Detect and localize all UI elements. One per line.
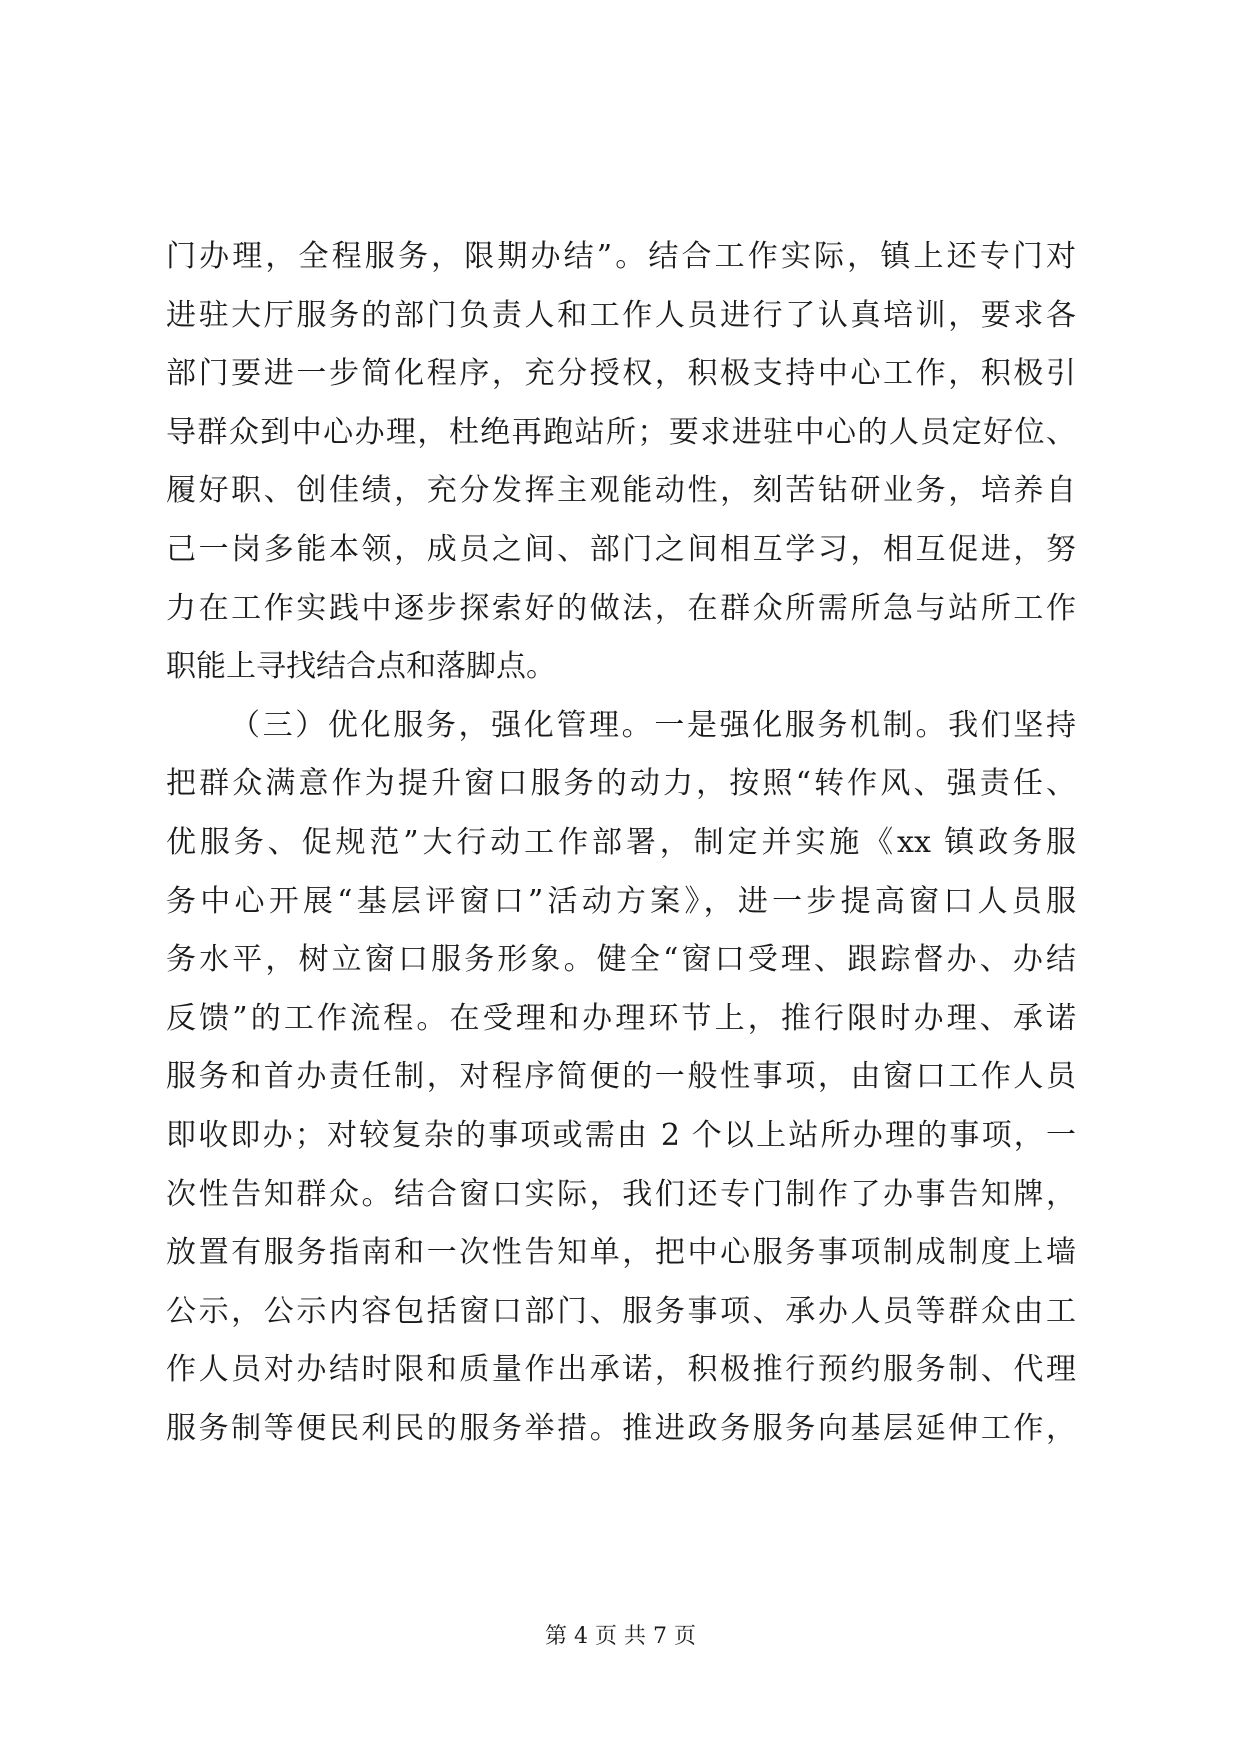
- paragraph-1-line-7: 力在工作实践中逐步探索好的做法，在群众所需所急与站所工作: [166, 590, 1076, 626]
- paragraph-1-line-2: 进驻大厅服务的部门负责人和工作人员进行了认真培训，要求各: [166, 297, 1076, 333]
- paragraph-2-line-5: 务水平，树立窗口服务形象。健全“窗口受理、跟踪督办、办结: [166, 942, 1076, 978]
- paragraph-1-line-3: 部门要进一步简化程序，充分授权，积极支持中心工作，积极引: [166, 356, 1076, 392]
- paragraph-1-line-1: 门办理，全程服务，限期办结”。结合工作实际，镇上还专门对: [166, 239, 1076, 274]
- paragraph-2-line-4: 务中心开展“基层评窗口”活动方案》，进一步提高窗口人员服: [166, 883, 1076, 919]
- page-footer: [0, 1622, 1241, 1652]
- paragraph-2-line-9: 次性告知群众。结合窗口实际，我们还专门制作了办事告知牌，: [166, 1176, 1076, 1212]
- paragraph-2-line-7: 服务和首办责任制，对程序简便的一般性事项，由窗口工作人员: [166, 1059, 1076, 1095]
- paragraph-2-line-6: 反馈”的工作流程。在受理和办理环节上，推行限时办理、承诺: [166, 1000, 1076, 1036]
- paragraph-1-line-6: 己一岗多能本领，成员之间、部门之间相互学习，相互促进，努: [166, 531, 1076, 567]
- paragraph-2-line-12: 作人员对办结时限和质量作出承诺，积极推行预约服务制、代理: [166, 1352, 1076, 1388]
- paragraph-2-line-2: 把群众满意作为提升窗口服务的动力，按照“转作风、强责任、: [166, 766, 1076, 802]
- paragraph-2-line-1: （三）优化服务，强化管理。一是强化服务机制。我们坚持: [230, 707, 1076, 743]
- paragraph-2-line-13: 服务制等便民利民的服务举措。推进政务服务向基层延伸工作，: [166, 1410, 1076, 1446]
- paragraph-2-line-8: 即收即办；对较复杂的事项或需由 2 个以上站所办理的事项，一: [166, 1117, 1076, 1153]
- paragraph-1-line-5: 履好职、创佳绩，充分发挥主观能动性，刻苦钻研业务，培养自: [166, 473, 1076, 509]
- paragraph-2-line-10: 放置有服务指南和一次性告知单，把中心服务事项制成制度上墙: [166, 1235, 1076, 1271]
- paragraph-1-line-4: 导群众到中心办理，杜绝再跑站所；要求进驻中心的人员定好位、: [166, 414, 1076, 450]
- paragraph-2-line-3: 优服务、促规范”大行动工作部署，制定并实施《xx 镇政务服: [166, 824, 1076, 860]
- page-number-label: 第 4 页 共 7 页: [545, 1624, 696, 1649]
- body-text: [166, 228, 1076, 1458]
- paragraph-1-line-8: 职能上寻找结合点和落脚点。: [166, 649, 556, 685]
- paragraph-2-line-11: 公示，公示内容包括窗口部门、服务事项、承办人员等群众由工: [166, 1293, 1076, 1329]
